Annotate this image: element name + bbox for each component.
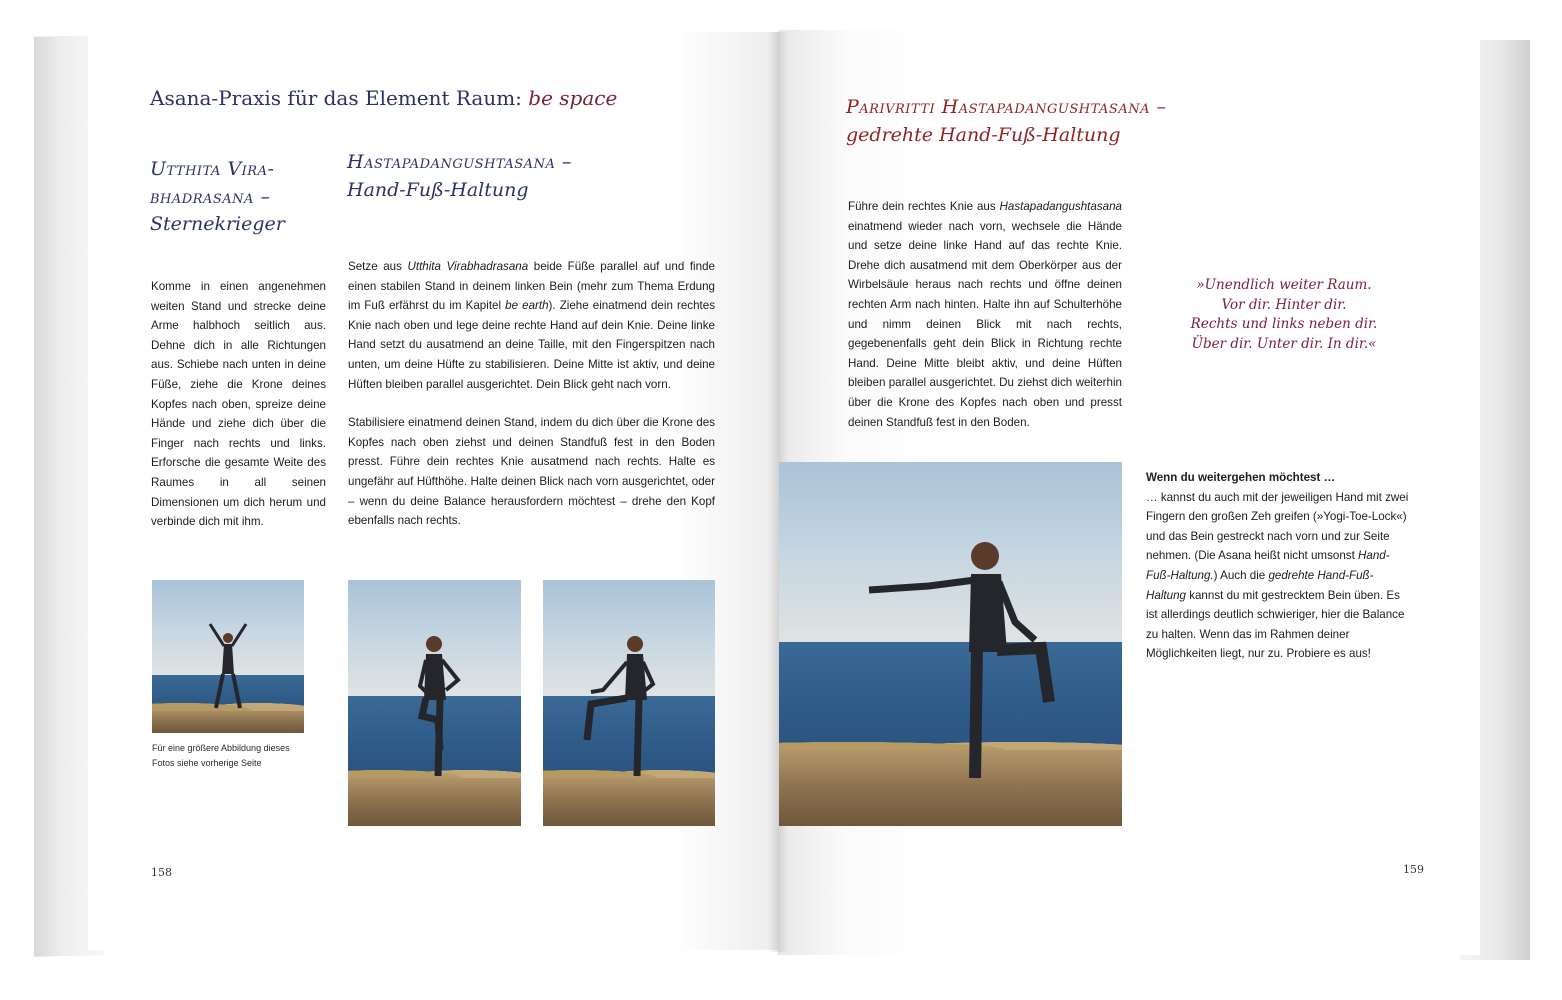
yoga-figure-icon xyxy=(348,580,521,826)
yoga-figure-icon xyxy=(152,580,304,733)
yoga-figure-icon xyxy=(779,462,1122,826)
page-number-right: 159 xyxy=(1403,863,1424,876)
text-run: Führe dein rechtes Knie aus xyxy=(848,200,1000,213)
text-run: ). Ziehe einatmend dein rechtes Knie nach oben und lege deine rechte Hand auf dein Knie. Deine linke Hand setzt du ausatmend an deine Taille, mit den Fingerspitzen nach unten, um deine Hüfte zu stabilisieren. Deine Mitte ist aktiv, und deine Hüften bleiben parallel ausgerichtet. Dein Blick geht nach vorn. xyxy=(348,299,715,391)
photo-revolved-hand-foot xyxy=(779,462,1122,826)
text-run: Setze aus xyxy=(348,260,408,273)
text-run-italic: Utthita Virabhadrasana xyxy=(407,260,529,273)
info-paragraph xyxy=(1146,468,1410,664)
info-title: Wenn du weitergehen möchtest … xyxy=(1146,471,1336,484)
chapter-heading-accent: be space xyxy=(528,86,618,110)
yoga-figure-icon xyxy=(543,580,715,826)
right-page-body xyxy=(848,197,1122,451)
pull-quote xyxy=(1168,276,1400,354)
photo-star-warrior xyxy=(152,580,304,733)
text-run: ) Auch die xyxy=(1213,568,1269,582)
quote-line-1: »Unendlich weiter Raum. xyxy=(1196,277,1372,293)
caption-line-1: Für eine größere Abbildung dieses xyxy=(152,743,290,753)
page-number-left: 158 xyxy=(151,866,172,879)
section-2-title xyxy=(347,149,667,204)
chapter-heading-main: Asana-Praxis für das Element Raum: xyxy=(150,86,529,110)
caption-line-2: Fotos siehe vorherige Seite xyxy=(152,758,262,768)
quote-line-2: Vor dir. Hinter dir. xyxy=(1221,296,1347,313)
section-2-body xyxy=(348,257,715,550)
info-box xyxy=(1146,468,1410,683)
photo-hand-foot-side xyxy=(543,580,715,826)
right-page-heading xyxy=(846,94,1266,149)
section-2-title-line2: Hand-Fuß-Haltung xyxy=(347,178,529,201)
photo-caption xyxy=(152,741,332,771)
section-2-paragraph-2: Stabilisiere einatmend deinen Stand, indem du dich über die Krone des Kopfes nach oben ziehst und deinen Standfuß fest in den Boden presst. Führe dein rechtes Knie ausatmend nach rechts. Halte es ungefähr auf Hüfthöhe. Halte deinen Blick nach vorn ausgerichtet, oder – wenn du deine Balance herausfordern möchtest – drehe den Kopf ebenfalls nach rechts. xyxy=(348,416,715,528)
right-heading-line1: Parivritti Hastapadangushtasana – xyxy=(846,96,1167,118)
chapter-heading xyxy=(150,86,710,110)
text-run: beide Füße parallel auf und finde einen stabilen Stand in deinem linken Bein (mehr zum Thema Erdung im Fuß erfährst du im Kapitel xyxy=(348,260,715,313)
section-1-title-line2: bhadrasana – xyxy=(150,185,271,208)
text-run: einatmend wieder nach vorn, wechsele die Hände und setze deine linke Hand auf das rechte Knie. Drehe dich ausatmend mit dem Oberkörper aus der Wirbelsäule heraus nach rechts und öffne deinen rechten Arm nach hinten. Halte ihn auf Schulterhöhe und nimm deinen Blick mit nach rechts, gegebenenfalls geht dein Blick in Richtung rechte Hand. Deine Mitte bleibt aktiv, und deine Hüften bleiben parallel ausgerichtet. Du ziehst dich weiterhin über die Krone des Kopfes nach oben und presst deinen Standfuß fest in den Boden. xyxy=(848,219,1122,429)
text-run: … kannst du auch mit der jeweiligen Hand mit zwei Fingern den großen Zeh greifen (»Yogi-Toe-Lock«) und das Bein gestreckt nach vorn und zur Seite nehmen. (Die Asana heißt nicht umsonst xyxy=(1146,490,1409,563)
quote-line-4: Über dir. Unter dir. In dir.« xyxy=(1191,335,1377,352)
right-paragraph xyxy=(848,197,1122,432)
section-1-body xyxy=(151,277,326,551)
section-2-title-line1: Hastapadangushtasana – xyxy=(347,151,572,173)
photo-hand-foot-front xyxy=(348,580,521,826)
quote-line-3: Rechts und links neben dir. xyxy=(1190,316,1378,332)
right-heading-line2: gedrehte Hand-Fuß-Haltung xyxy=(846,123,1121,146)
section-2-paragraph-1 xyxy=(348,257,715,394)
section-1-title-line1: Utthita Vira- xyxy=(150,158,275,180)
section-1-paragraph: Komme in einen angenehmen weiten Stand und strecke deine Arme halbhoch seitlich aus. Dehne dich in alle Richtungen aus. Schiebe nach unten in deine Füße, ziehe die Krone deines Kopfes nach oben, spreize deine Hände und ziehe dich über die Finger nach rechts und links. Erforsche die gesamte Weite des Raumes in all seinen Dimensionen um dich herum und verbinde dich mit ihm. xyxy=(151,280,326,529)
text-run: kannst du mit gestrecktem Bein üben. Es ist allerdings deutlich schwieriger, hier die Balance zu halten. Wenn das im Rahmen deiner Möglichkeiten liegt, nur zu. Probiere es aus! xyxy=(1146,588,1405,661)
text-run-italic: Hastapadangushtasana xyxy=(999,200,1122,213)
text-run-italic: be earth xyxy=(505,299,549,313)
section-1-title xyxy=(150,156,320,239)
section-1-title-line3: Sternekrieger xyxy=(150,213,285,236)
text-run-italic: gedrehte Hand-Fuß-Haltung xyxy=(1146,568,1374,602)
text-run-italic: Hand-Fuß-Haltung. xyxy=(1146,549,1390,582)
